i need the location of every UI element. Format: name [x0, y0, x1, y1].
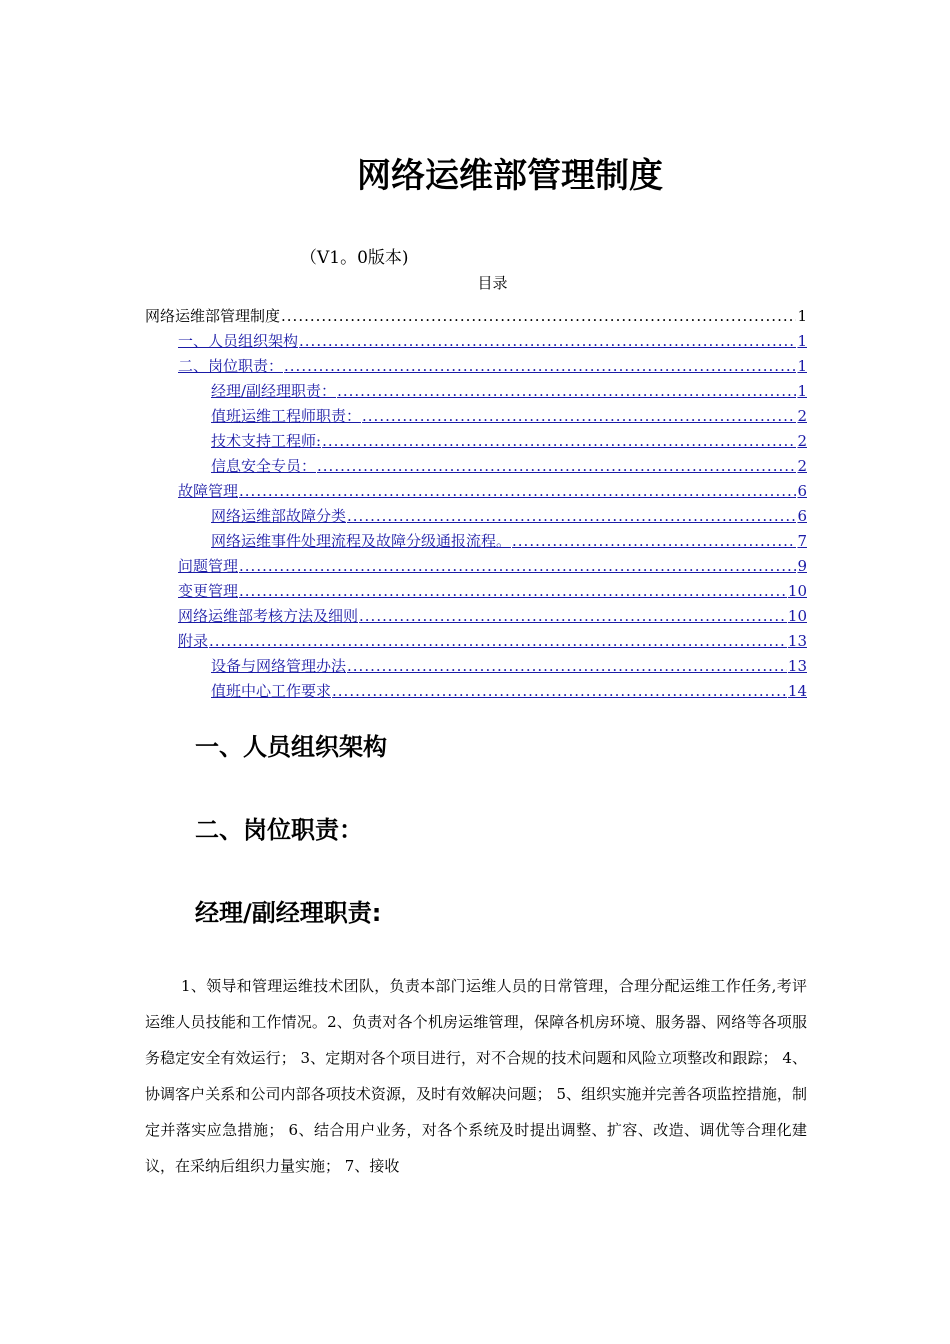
- toc-entry-label: 值班中心工作要求: [211, 682, 332, 700]
- toc-entry[interactable]: [145, 404, 807, 429]
- toc-dot-leader: [347, 654, 787, 679]
- toc-entry[interactable]: [145, 679, 807, 704]
- toc-entry: [145, 304, 807, 329]
- toc-dot-leader: [239, 554, 796, 579]
- toc-dot-leader: [362, 404, 796, 429]
- toc-entry[interactable]: [145, 529, 807, 554]
- body-paragraph: 1、领导和管理运维技术团队，负责本部门运维人员的日常管理，合理分配运维工作任务,考评运维人员技能和工作情况。2、负责对各个机房运维管理，保障各机房环境、服务器、网络等各项服务稳定安全有效运行； 3、定期对各个项目进行，对不合规的技术问题和风险立项整改和跟踪； 4、协调客户关系和公司内部各项技术资源，及时有效解决问题； 5、组织实施并完善各项监控措施，制定并落实应急措施； 6、结合用户业务，对各个系统及时提出调整、扩容、改造、调优等合理化建议，在采纳后组织力量实施； 7、接收: [145, 977, 807, 1175]
- toc-dot-leader: [512, 529, 796, 554]
- document-version: （V1。0版本): [300, 248, 409, 268]
- toc-entry[interactable]: [145, 354, 807, 379]
- toc-entry-page: 14: [787, 682, 807, 700]
- toc-dot-leader: [281, 304, 796, 329]
- toc-entry-page: 2: [797, 432, 807, 450]
- toc-entry-label: 问题管理: [178, 557, 239, 575]
- toc-entry-label: 网络运维事件处理流程及故障分级通报流程。: [211, 532, 512, 550]
- toc-dot-leader: [332, 679, 787, 704]
- toc-entry-page: 1: [797, 382, 807, 400]
- table-of-contents: [145, 304, 807, 704]
- toc-dot-leader: [299, 329, 796, 354]
- toc-entry-page: 1: [797, 332, 807, 350]
- toc-entry[interactable]: [145, 429, 807, 454]
- toc-entry-label: 网络运维部考核方法及细则: [178, 607, 359, 625]
- toc-entry[interactable]: [145, 604, 807, 629]
- toc-entry-page: 1: [797, 357, 807, 375]
- toc-entry-page: 2: [797, 457, 807, 475]
- section-heading-manager-duties: 经理/副经理职责:: [195, 899, 382, 927]
- toc-entry[interactable]: [145, 629, 807, 654]
- toc-entry-label: 信息安全专员：: [211, 457, 317, 475]
- toc-entry-label: 二、岗位职责：: [178, 357, 284, 375]
- toc-entry-label: 值班运维工程师职责：: [211, 407, 362, 425]
- toc-entry-page: 10: [787, 607, 807, 625]
- section-heading-job-duties: 二、岗位职责：: [195, 816, 363, 844]
- section-heading-org-structure: 一、人员组织架构: [195, 733, 387, 761]
- toc-entry[interactable]: [145, 329, 807, 354]
- toc-entry[interactable]: [145, 479, 807, 504]
- toc-entry-label: 技术支持工程师:: [211, 432, 322, 450]
- toc-dot-leader: [239, 579, 787, 604]
- toc-entry-label: 经理/副经理职责：: [211, 382, 337, 400]
- toc-entry-page: 6: [797, 507, 807, 525]
- toc-entry-page: 13: [787, 632, 807, 650]
- toc-entry-page: 7: [797, 532, 807, 550]
- toc-entry[interactable]: [145, 379, 807, 404]
- toc-entry-page: 13: [787, 657, 807, 675]
- toc-entry[interactable]: [145, 654, 807, 679]
- toc-entry[interactable]: [145, 554, 807, 579]
- toc-entry-label: 附录: [178, 632, 209, 650]
- toc-entry-label: 网络运维部管理制度: [145, 307, 281, 325]
- toc-entry-label: 故障管理: [178, 482, 239, 500]
- toc-dot-leader: [284, 354, 796, 379]
- toc-entry-label: 网络运维部故障分类: [211, 507, 347, 525]
- toc-entry-page: 10: [787, 582, 807, 600]
- toc-entry-label: 变更管理: [178, 582, 239, 600]
- toc-entry-label: 设备与网络管理办法: [211, 657, 347, 675]
- document-title: 网络运维部管理制度: [357, 156, 663, 196]
- toc-entry-label: 一、人员组织架构: [178, 332, 299, 350]
- toc-dot-leader: [347, 504, 796, 529]
- toc-dot-leader: [359, 604, 787, 629]
- toc-entry[interactable]: [145, 504, 807, 529]
- toc-entry-page: 2: [797, 407, 807, 425]
- toc-title: 目录: [477, 274, 508, 292]
- toc-entry-page: 9: [797, 557, 807, 575]
- toc-dot-leader: [337, 379, 796, 404]
- toc-dot-leader: [322, 429, 796, 454]
- toc-dot-leader: [317, 454, 796, 479]
- toc-entry-page: 1: [797, 307, 807, 325]
- toc-dot-leader: [209, 629, 787, 654]
- toc-entry[interactable]: [145, 454, 807, 479]
- toc-entry[interactable]: [145, 579, 807, 604]
- toc-entry-page: 6: [797, 482, 807, 500]
- toc-dot-leader: [239, 479, 796, 504]
